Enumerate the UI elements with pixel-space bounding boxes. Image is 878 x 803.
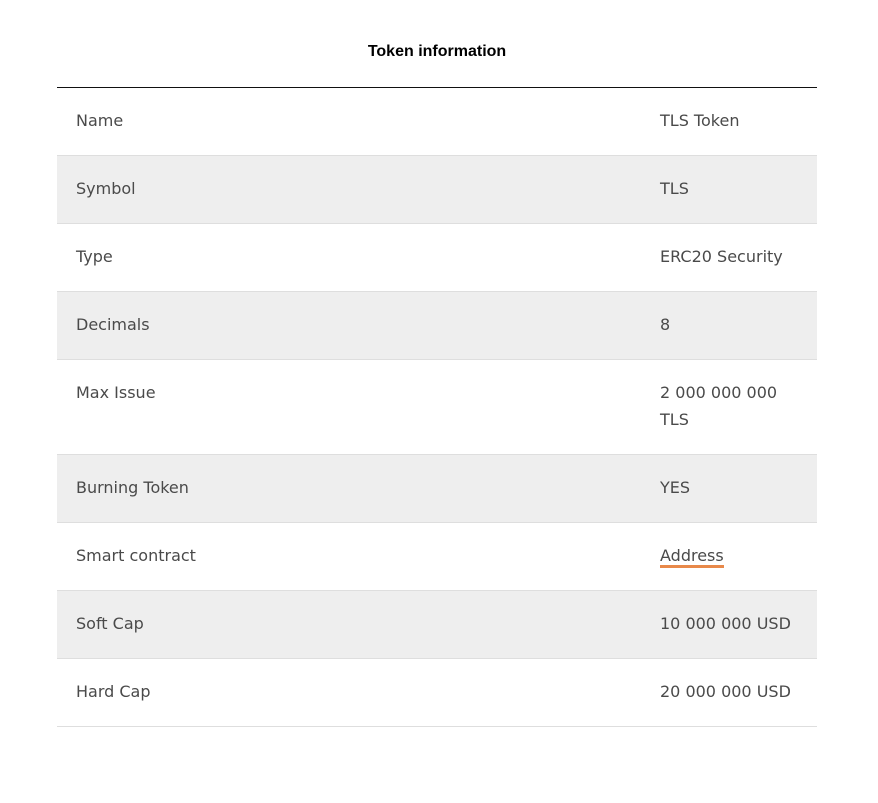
page-title: Token information [367,43,507,60]
row-label-symbol: Symbol [76,179,136,198]
row-label-type: Type [76,247,113,266]
row-label-hard-cap: Hard Cap [76,682,151,701]
row-label-name: Name [76,111,124,130]
table-row-name [57,88,817,156]
row-label-decimals: Decimals [76,315,150,334]
table-row-hard-cap [57,659,817,727]
row-value-name: TLS Token [660,111,740,130]
row-value-soft-cap: 10 000 000 USD [660,614,791,633]
row-label-soft-cap: Soft Cap [76,614,144,633]
row-value-decimals: 8 [660,315,671,334]
table-row-decimals [57,292,817,360]
row-label-max-issue: Max Issue [76,383,156,402]
table-row-max-issue [57,360,817,455]
row-value-max-issue: 2 000 000 000 TLS [660,383,778,429]
table-row-symbol [57,156,817,224]
table-row-burning-token [57,455,817,523]
row-label-burning-token: Burning Token [76,478,189,497]
table-row-smart-contract [57,523,817,591]
smart-contract-address-link[interactable]: Address [660,546,724,568]
row-value-symbol: TLS [660,179,689,198]
row-value-burning-token: YES [660,478,691,497]
row-label-smart-contract: Smart contract [76,546,196,565]
row-value-smart-contract [641,523,817,590]
row-value-hard-cap: 20 000 000 USD [660,682,791,701]
table-row-soft-cap [57,591,817,659]
table-row-type [57,224,817,292]
row-value-type: ERC20 Security [660,247,783,266]
token-info-table [57,87,817,727]
